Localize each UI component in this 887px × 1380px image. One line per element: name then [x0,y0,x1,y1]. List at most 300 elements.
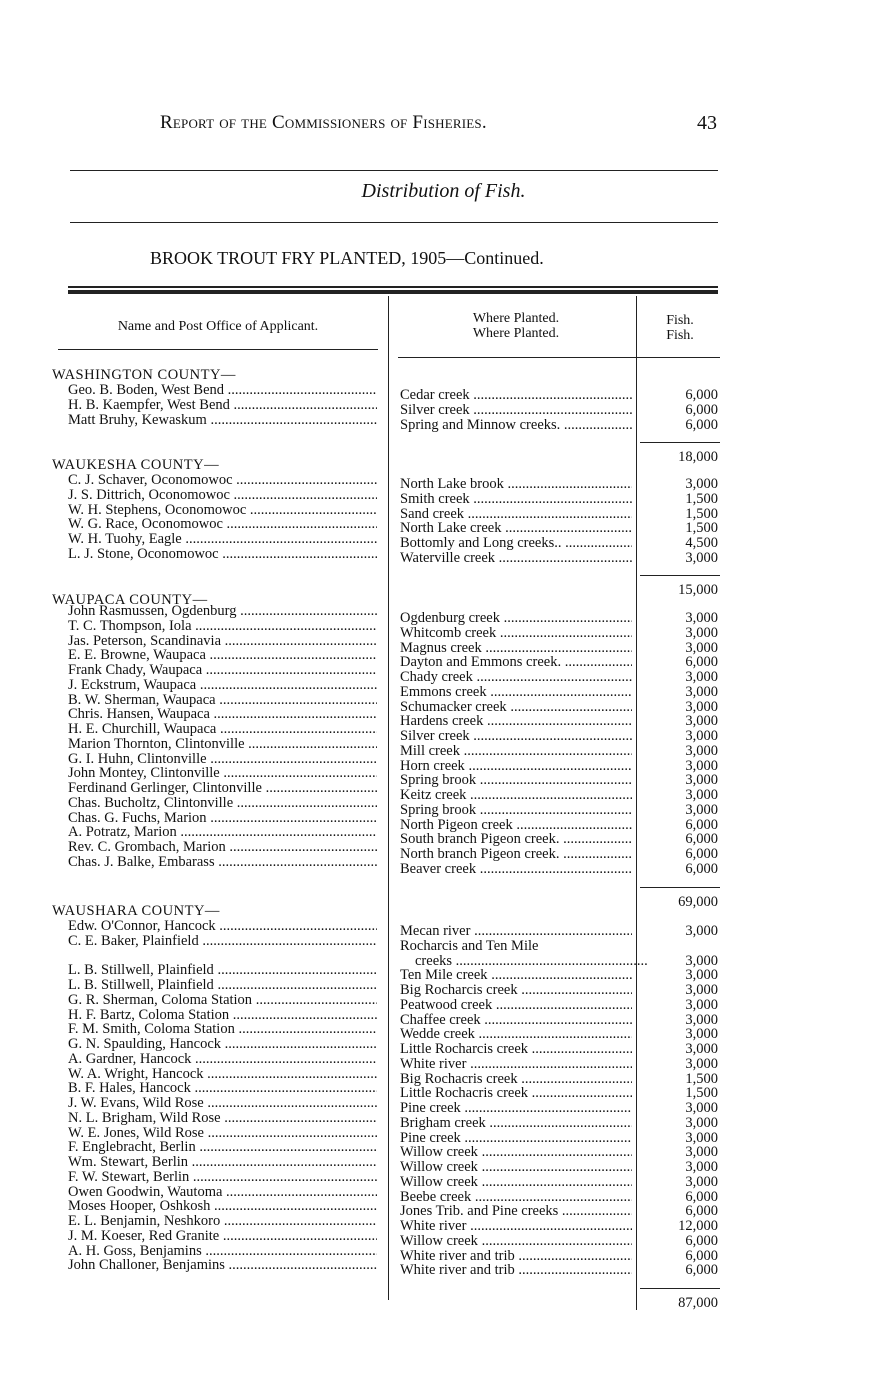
fish-count-text: 1,500 [685,1086,718,1102]
planting-location [400,983,632,998]
fish-count [640,536,718,551]
rule-top [70,170,718,171]
applicant-entry-text: Chris. Hansen, Waupaca [68,707,210,723]
planting-location-text: Chaffee creek [400,1012,481,1028]
planting-location [400,998,632,1013]
fish-count-text: 6,000 [685,1204,718,1220]
applicant-entry-text: G. I. Huhn, Clintonville [68,751,207,767]
column-header-where-line: Where Planted. [472,311,560,326]
applicant-entry [68,1052,377,1067]
planting-location-text: Mecan river [400,924,471,939]
fish-count-text: 3,000 [685,611,718,626]
planting-location [400,521,632,536]
planting-location-text: Big Rocharcis creek [400,983,518,998]
applicant-entry [68,781,377,796]
planting-location [400,551,632,566]
planting-location [415,954,647,969]
column-header-fish-line: Fish. [666,328,694,343]
applicant-entry [68,766,377,781]
applicant-entry [68,707,377,722]
applicant-entry [68,1244,377,1259]
applicant-entry-text: A. Potratz, Marion [68,825,177,841]
applicant-entry-text: W. H. Stephens, Oconomowoc [68,502,247,518]
fish-count [640,388,718,403]
fish-count-text: 3,000 [685,1101,718,1116]
applicant-entry-text: Owen Goodwin, Wautoma [68,1184,223,1200]
planting-location-text: Schumacker creek [400,699,507,715]
total-rule [640,887,720,888]
planting-location [400,1116,632,1131]
fish-count [640,832,718,847]
planting-location [400,626,632,641]
applicant-entry-text: Frank Chady, Waupaca [68,663,203,678]
planting-location-text: Sand creek [400,506,465,522]
applicant-entry-text: W. E. Jones, Wild Rose [68,1125,204,1141]
planting-location-text: Magnus creek [400,640,482,656]
county-heading-text: WAUPACA COUNTY— [52,593,208,608]
planting-location-text: North Lake brook [400,477,504,492]
planting-location [400,388,632,403]
planting-location-text: Spring brook [400,773,477,789]
fish-count [640,968,718,983]
planting-location [400,1013,632,1028]
applicant-entry [68,1096,377,1111]
column-header-where-line: Where Planted. [472,326,560,341]
applicant-entry [68,811,377,826]
applicant-entry-text: W. G. Race, Oconomowoc [68,517,223,533]
planting-location [400,862,632,877]
applicant-entry-text: W. H. Tuohy, Eagle [68,532,182,547]
fish-count [640,1219,718,1234]
fish-count-text: 3,000 [685,743,718,759]
planting-location-text: Bottomly and Long creeks.. [400,536,562,551]
planting-location [400,1131,632,1146]
applicant-entry-text: Edw. O'Connor, Hancock [68,919,216,934]
fish-count-text: 3,000 [685,953,718,969]
applicant-entry-text: Ferdinand Gerlinger, Clintonville [68,781,262,796]
applicant-entry-text: Chas. Bucholtz, Clintonville [68,795,234,811]
planting-location [400,924,632,939]
applicant-entry [68,934,377,949]
fish-count [640,759,718,774]
planting-location-text: Brigham creek [400,1115,486,1131]
total-rule [640,1288,720,1289]
fish-count [640,1101,718,1116]
applicant-entry [68,383,377,398]
fish-count-text: 3,000 [685,1012,718,1028]
planting-location-text: Rocharcis and Ten Mile [400,938,539,954]
applicant-entry-text: John Challoner, Benjamins [68,1258,225,1274]
applicant-entry [68,503,377,518]
fish-count-text: 3,000 [685,1174,718,1190]
fish-count [640,983,718,998]
planting-location [400,403,632,418]
fish-count [640,1204,718,1219]
applicant-entry [68,413,377,428]
applicant-entry [68,1037,377,1052]
fish-count-text: 3,000 [685,924,718,939]
planting-location-text: Beebe creek [400,1189,472,1205]
applicant-entry-text: H. F. Bartz, Coloma Station [68,1007,230,1023]
fish-count-text: 3,000 [685,625,718,641]
column-header-fish-line: Fish. [666,313,694,328]
planting-location [400,968,632,983]
fish-count-text: 6,000 [685,817,718,833]
planting-location [400,939,632,954]
fish-count-text: 6,000 [685,1263,718,1279]
fish-count [640,773,718,788]
fish-count-text: 3,000 [685,788,718,803]
applicant-entry [68,1229,377,1244]
rule-under-subtitle [70,222,718,223]
fish-count [640,1249,718,1264]
planting-location [400,714,632,729]
fish-count-text: 3,000 [685,640,718,656]
applicant-entry [68,1081,377,1096]
applicant-entry-text: B. W. Sherman, Waupaca [68,692,216,708]
applicant-entry [68,604,377,619]
fish-count-text: 3,000 [685,684,718,700]
applicant-entry-text: E. E. Browne, Waupaca [68,648,206,664]
planting-location [400,832,632,847]
applicant-entry-text: A. H. Goss, Benjamins [68,1243,202,1259]
fish-count [640,641,718,656]
fish-count-text: 3,000 [685,1056,718,1072]
fish-count-text: 1,500 [685,1071,718,1087]
applicant-entry-text: G. N. Spaulding, Hancock [68,1037,222,1052]
fish-count-text: 3,000 [685,983,718,998]
applicant-entry-text: F. M. Smith, Coloma Station [68,1022,235,1038]
section-subtitle: Distribution of Fish. [361,180,526,202]
applicant-entry [68,840,377,855]
planting-location-text: Smith creek [400,491,470,507]
planting-location-text: Willow creek [400,1160,478,1175]
applicant-entry-text: G. R. Sherman, Coloma Station [68,992,253,1008]
planting-location [400,655,632,670]
applicant-entry-text: Geo. B. Boden, West Bend [68,383,225,398]
planting-location [400,729,632,744]
fish-count-text: 3,000 [685,1042,718,1057]
fish-count-text: 3,000 [685,699,718,715]
planting-location-text: White river [400,1056,467,1072]
county-total-text: 69,000 [678,895,718,910]
running-header-title: Report of the Commissioners of Fisheries. [160,112,487,133]
fish-count [640,655,718,670]
planting-location [400,1249,632,1264]
fish-count [640,1234,718,1249]
planting-location [400,788,632,803]
county-heading [52,458,361,473]
applicant-entry-text: E. L. Benjamin, Neshkoro [68,1214,221,1229]
applicant-entry [68,517,377,532]
fish-count [640,521,718,536]
planting-location [400,1057,632,1072]
planting-location [400,1145,632,1160]
planting-location-text: Jones Trib. and Pine creeks [400,1204,559,1220]
applicant-entry-text: J. M. Koeser, Red Granite [68,1228,220,1244]
applicant-entry-text: C. E. Baker, Plainfield [68,933,199,949]
planting-location [400,818,632,833]
applicant-entry-text: F. W. Stewart, Berlin [68,1169,190,1185]
applicant-entry-text: J. W. Evans, Wild Rose [68,1096,204,1111]
fish-count [640,685,718,700]
fish-count [640,847,718,862]
applicant-entry-text: H. B. Kaempfer, West Bend [68,397,230,413]
table-title: BROOK TROUT FRY PLANTED, 1905—Continued. [150,248,544,268]
fish-count-text: 1,500 [685,491,718,507]
fish-count-text: 3,000 [685,802,718,818]
applicant-entry-text: Chas. J. Balke, Embarass [68,854,215,870]
fish-count [640,729,718,744]
applicant-entry [68,619,377,634]
applicant-entry [68,1140,377,1155]
applicant-entry-text: Chas. G. Fuchs, Marion [68,810,207,826]
applicant-entry [68,855,377,870]
applicant-entry [68,1185,377,1200]
county-total-text: 18,000 [678,450,718,465]
fish-count [640,611,718,626]
fish-count [640,1116,718,1131]
fish-count-text: 12,000 [678,1219,718,1234]
fish-count [640,507,718,522]
fish-count [640,1190,718,1205]
fish-count [640,1145,718,1160]
fish-count [640,418,718,433]
planting-location-text: South branch Pigeon creek. [400,832,560,848]
fish-count-text: 4,500 [685,536,718,551]
planting-location-text: Silver creek [400,729,470,744]
applicant-entry-text: Jas. Peterson, Scandinavia [68,633,222,649]
header-rule-left [58,349,378,350]
planting-location-text: Pine creek [400,1101,461,1116]
planting-location-text: North branch Pigeon creek. [400,847,560,862]
county-total [640,450,718,465]
planting-location [400,641,632,656]
fish-count [640,1042,718,1057]
table-rule-top-thin [68,286,718,288]
applicant-entry-text: F. Englebracht, Berlin [68,1140,196,1156]
planting-location-text: North Lake creek [400,521,502,537]
applicant-entry-text: L. J. Stone, Oconomowoc [68,546,219,562]
planting-location [400,670,632,685]
applicant-entry [68,1170,377,1185]
fish-count [640,788,718,803]
planting-location-text: creeks [415,953,453,969]
planting-location [400,536,632,551]
applicant-entry-text: W. A. Wright, Hancock [68,1066,204,1082]
fish-count-text: 3,000 [685,477,718,492]
planting-location-text: Wedde creek [400,1027,475,1043]
planting-location-text: Spring brook [400,802,477,818]
applicant-entry [68,722,377,737]
applicant-entry [68,737,377,752]
applicant-entry-text: L. B. Stillwell, Plainfield [68,978,214,993]
fish-count [640,477,718,492]
fish-count-text: 6,000 [685,832,718,848]
fish-count [640,1175,718,1190]
applicant-entry [68,678,377,693]
planting-location-text: Little Rocharcis creek [400,1042,529,1057]
header-rule-right [398,357,720,358]
total-rule [640,442,720,443]
fish-count [640,1131,718,1146]
planting-location [400,744,632,759]
applicant-entry [68,1199,377,1214]
column-divider-right [636,296,637,1310]
fish-count-text: 3,000 [685,1160,718,1175]
fish-count [640,403,718,418]
planting-location [400,773,632,788]
applicant-entry-text: H. E. Churchill, Waupaca [68,722,217,737]
fish-count [640,1086,718,1101]
applicant-entry [68,532,377,547]
planting-location [400,611,632,626]
applicant-entry [68,547,377,562]
planting-location [400,1042,632,1057]
fish-count [640,551,718,566]
county-total-text: 15,000 [678,583,718,598]
county-total [640,1296,718,1311]
applicant-entry [68,1022,377,1037]
applicant-entry-text: T. C. Thompson, Iola [68,618,192,634]
fish-count [640,998,718,1013]
fish-count-text: 3,000 [685,670,718,685]
fish-count-text: 3,000 [685,1145,718,1161]
fish-count [640,1072,718,1087]
planting-location-text: Peatwood creek [400,997,493,1013]
applicant-entry-text: N. L. Brigham, Wild Rose [68,1110,221,1126]
planting-location-text: Willow creek [400,1233,478,1249]
fish-count-text: 6,000 [685,1233,718,1249]
county-total [640,895,718,910]
planting-location-text: Cedar creek [400,388,470,403]
page-number: 43 [697,112,717,134]
applicant-entry-text: John Montey, Clintonville [68,766,220,782]
county-heading-text: WAUKESHA COUNTY— [52,458,220,473]
planting-location-text: Spring and Minnow creeks. [400,417,561,433]
planting-location-text: Mill creek [400,743,460,759]
fish-count [640,700,718,715]
applicant-entry [68,473,377,488]
applicant-entry-text: Rev. C. Grombach, Marion [68,840,226,855]
applicant-entry-text: B. F. Hales, Hancock [68,1081,191,1097]
applicant-entry-text: Wm. Stewart, Berlin [68,1155,189,1170]
planting-location [400,759,632,774]
fish-count-text: 6,000 [685,861,718,877]
applicant-entry [68,752,377,767]
applicant-entry [68,825,377,840]
applicant-entry [68,1008,377,1023]
fish-count [640,1263,718,1278]
fish-count-text: 6,000 [685,655,718,671]
planting-location-text: Hardens creek [400,714,484,730]
planting-location-text: White river [400,1219,467,1234]
planting-location-text: Beaver creek [400,861,477,877]
planting-location [400,1263,632,1278]
total-rule [640,575,720,576]
planting-location-text: Chady creek [400,670,473,685]
fish-count-text: 3,000 [685,968,718,984]
fish-count-text: 1,500 [685,506,718,522]
applicant-entry [68,1214,377,1229]
fish-count [640,1160,718,1175]
planting-location-text: Pine creek [400,1130,461,1146]
fish-count [640,1057,718,1072]
applicant-entry [68,978,377,993]
applicant-entry [68,1126,377,1141]
column-header-where [400,311,632,341]
planting-location-text: Dayton and Emmons creek. [400,655,562,671]
fish-count [640,714,718,729]
table-rule-top-thick [68,290,718,294]
planting-location-text: Silver creek [400,402,470,418]
fish-count-text: 3,000 [685,997,718,1013]
planting-location [400,700,632,715]
planting-location-text: Little Rochacris creek [400,1086,529,1102]
planting-location [400,1086,632,1101]
planting-location [400,1101,632,1116]
planting-location [400,418,632,433]
fish-count-text: 3,000 [685,714,718,730]
fish-count [640,862,718,877]
planting-location [400,1072,632,1087]
fish-count [640,924,718,939]
planting-location-text: North Pigeon creek [400,817,513,833]
applicant-entry [68,398,377,413]
applicant-entry [68,963,377,978]
applicant-entry-text: L. B. Stillwell, Plainfield [68,963,214,979]
applicant-entry [68,663,377,678]
applicant-entry [68,1155,377,1170]
planting-location [400,847,632,862]
planting-location [400,477,632,492]
planting-location [400,1204,632,1219]
applicant-entry-text: J. Eckstrum, Waupaca [68,677,197,693]
fish-count-text: 3,000 [685,729,718,744]
applicant-entry [68,634,377,649]
fish-count-text: 3,000 [685,550,718,566]
planting-location-text: Whitcomb creek [400,625,497,641]
column-divider-left [388,296,389,1300]
fish-count-text: 6,000 [685,388,718,403]
applicant-entry [68,993,377,1008]
fish-count [640,626,718,641]
applicant-entry [68,919,377,934]
applicant-entry [68,796,377,811]
planting-location [400,1175,632,1190]
applicant-entry [68,648,377,663]
fish-count-text: 3,000 [685,1130,718,1146]
county-heading [52,368,361,383]
applicant-entry-text: C. J. Schaver, Oconomowoc [68,473,233,488]
applicant-entry [68,488,377,503]
county-heading-text: WASHINGTON COUNTY— [52,368,236,383]
fish-count [640,803,718,818]
fish-count-text: 3,000 [685,758,718,774]
applicant-entry-text: Matt Bruhy, Kewaskum [68,412,207,428]
fish-count-text: 6,000 [685,1248,718,1264]
applicant-entry-text: A. Gardner, Hancock [68,1051,192,1067]
county-total [640,583,718,598]
fish-count [640,1013,718,1028]
planting-location [400,803,632,818]
planting-location-text: Willow creek [400,1174,478,1190]
fish-count-text: 3,000 [685,773,718,789]
planting-location-text: Horn creek [400,758,465,774]
planting-location-text: Keitz creek [400,788,467,803]
applicant-entry [68,1111,377,1126]
planting-location [400,685,632,700]
